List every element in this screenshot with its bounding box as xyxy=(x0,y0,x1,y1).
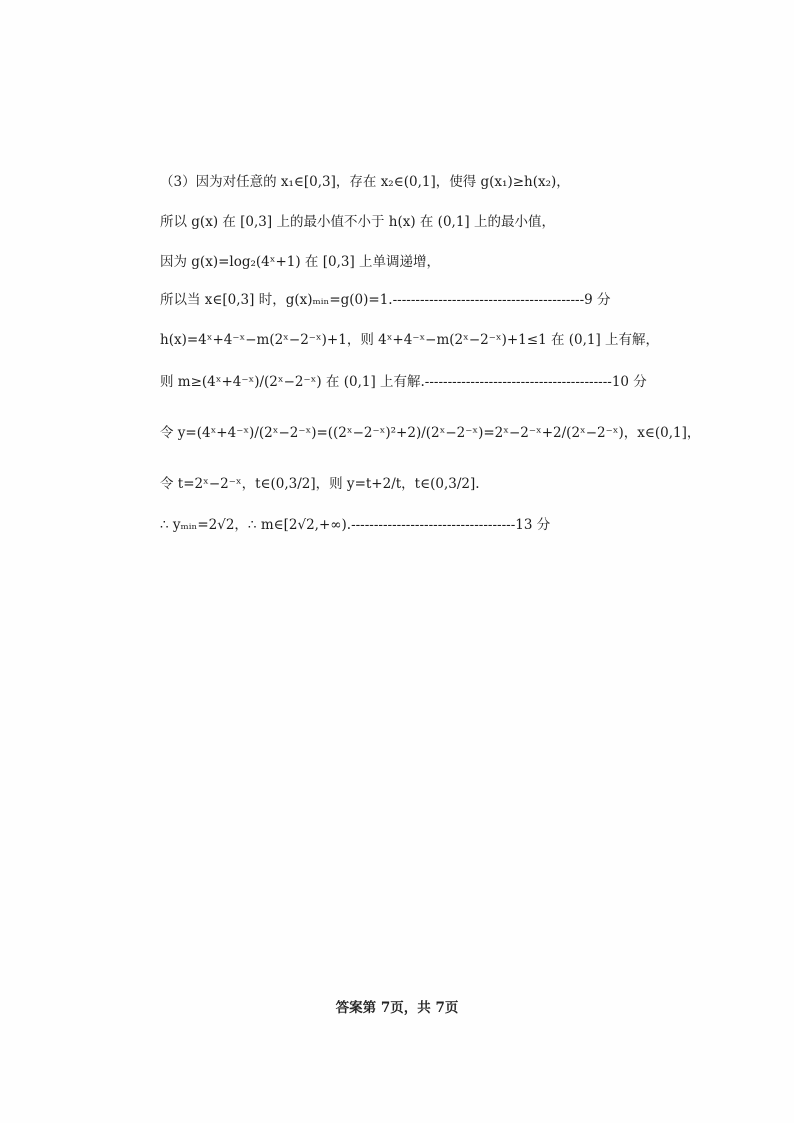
solution-line-3: 因为 g(x)=log₂(4ˣ+1) 在 [0,3] 上单调递增， xyxy=(160,254,441,270)
page-footer: 答案第 7页，共 7页 xyxy=(335,1000,459,1016)
solution-line-2: 所以 g(x) 在 [0,3] 上的最小值不小于 h(x) 在 (0,1] 上的最小值， xyxy=(160,214,555,230)
solution-line-4: 所以当 x∈[0,3] 时，g(x)ₘᵢₙ=g(0)=1.------------------------------------------9 分 xyxy=(160,292,611,308)
solution-line-1: （3）因为对任意的 x₁∈[0,3]，存在 x₂∈(0,1]，使得 g(x₁)≥h(x₂)， xyxy=(160,174,570,190)
solution-line-7: 令 y=(4ˣ+4⁻ˣ)/(2ˣ−2⁻ˣ)=((2ˣ−2⁻ˣ)²+2)/(2ˣ−2⁻ˣ)=2ˣ−2⁻ˣ+2/(2ˣ−2⁻ˣ)，x∈(0,1]， xyxy=(160,425,701,441)
solution-line-5: h(x)=4ˣ+4⁻ˣ−m(2ˣ−2⁻ˣ)+1，则 4ˣ+4⁻ˣ−m(2ˣ−2⁻ˣ)+1≤1 在 (0,1] 上有解， xyxy=(160,332,660,348)
solution-line-8: 令 t=2ˣ−2⁻ˣ，t∈(0,3/2]，则 y=t+2/t，t∈(0,3/2]. xyxy=(160,476,480,492)
solution-line-9: ∴ yₘᵢₙ=2√2，∴ m∈[2√2,+∞).------------------------------------13 分 xyxy=(160,517,551,533)
solution-line-6: 则 m≥(4ˣ+4⁻ˣ)/(2ˣ−2⁻ˣ) 在 (0,1] 上有解.-----------------------------------------10 分 xyxy=(160,374,647,390)
